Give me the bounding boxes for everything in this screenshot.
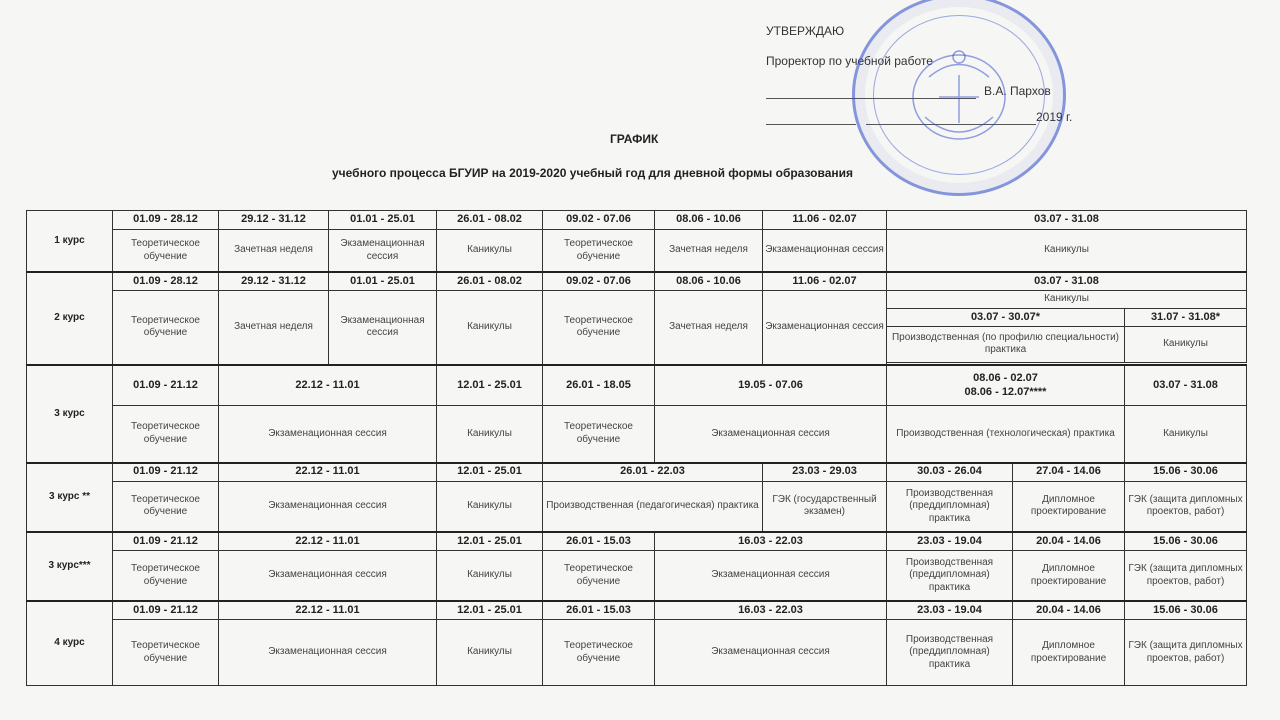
date-cell: 15.06 - 30.06 bbox=[1125, 463, 1247, 481]
activity-cell: Теоретическое обучение bbox=[113, 481, 219, 532]
activity-cell: Экзаменационная сессия bbox=[655, 550, 887, 601]
date-cell: 23.03 - 29.03 bbox=[763, 463, 887, 481]
date-cell: 12.01 - 25.01 bbox=[437, 365, 543, 405]
approval-title: УТВЕРЖДАЮ bbox=[766, 24, 845, 38]
date-line: 08.06 - 12.07**** bbox=[964, 385, 1047, 398]
activity-cell: Экзаменационная сессия bbox=[655, 405, 887, 462]
activity-cell: Зачетная неделя bbox=[655, 290, 763, 365]
date-cell: 11.06 - 02.07 bbox=[763, 211, 887, 230]
date-cell: 22.12 - 11.01 bbox=[219, 365, 437, 405]
date-cell: 16.03 - 22.03 bbox=[655, 532, 887, 550]
date-cell: 22.12 - 11.01 bbox=[219, 463, 437, 481]
activity-cell: Теоретическое обучение bbox=[543, 405, 655, 462]
date-cell: 12.01 - 25.01 bbox=[437, 463, 543, 481]
activity-cell: Каникулы bbox=[437, 481, 543, 532]
activity-cell: Теоретическое обучение bbox=[543, 290, 655, 365]
date-cell: 03.07 - 31.08 bbox=[887, 272, 1247, 290]
date-cell: 01.09 - 21.12 bbox=[113, 463, 219, 481]
date-cell: 30.03 - 26.04 bbox=[887, 463, 1013, 481]
date-cell: 03.07 - 31.08 bbox=[887, 211, 1247, 230]
date-cell: 16.03 - 22.03 bbox=[655, 601, 887, 619]
date-cell: 03.07 - 31.08 bbox=[1125, 365, 1247, 405]
official-seal-icon bbox=[852, 0, 1066, 196]
activity-cell: Зачетная неделя bbox=[655, 230, 763, 272]
activity-cell: Производственная (преддипломная) практика bbox=[887, 550, 1013, 601]
date-cell: 11.06 - 02.07 bbox=[763, 272, 887, 290]
activity-cell: Экзаменационная сессия bbox=[763, 230, 887, 272]
date-cell: 01.09 - 21.12 bbox=[113, 532, 219, 550]
activity-cell: Дипломное проектирование bbox=[1013, 620, 1125, 686]
activity-cell: Теоретическое обучение bbox=[543, 230, 655, 272]
date-cell: 15.06 - 30.06 bbox=[1125, 601, 1247, 619]
activity-cell: Производственная (технологическая) практика bbox=[887, 405, 1125, 462]
activity-cell: Зачетная неделя bbox=[219, 230, 329, 272]
activity-cell: Экзаменационная сессия bbox=[655, 620, 887, 686]
date-cell: 12.01 - 25.01 bbox=[437, 601, 543, 619]
activity-cell: Экзаменационная сессия bbox=[219, 620, 437, 686]
course-label: 3 курс bbox=[27, 365, 113, 463]
date-cell: 09.02 - 07.06 bbox=[543, 211, 655, 230]
activity-cell: Теоретическое обучение bbox=[113, 620, 219, 686]
activity-cell: Каникулы bbox=[437, 290, 543, 365]
date-line-day bbox=[766, 124, 856, 125]
date-cell: 23.03 - 19.04 bbox=[887, 601, 1013, 619]
date-cell: 12.01 - 25.01 bbox=[437, 532, 543, 550]
date-cell: 26.01 - 15.03 bbox=[543, 532, 655, 550]
course-label: 4 курс bbox=[27, 601, 113, 685]
date-cell: 19.05 - 07.06 bbox=[655, 365, 887, 405]
activity-cell: Каникулы bbox=[437, 550, 543, 601]
activity-cell: Каникулы bbox=[437, 620, 543, 686]
activity-cell: Экзаменационная сессия bbox=[763, 290, 887, 365]
date-cell: 22.12 - 11.01 bbox=[219, 601, 437, 619]
course-label: 3 курс*** bbox=[27, 532, 113, 601]
activity-cell: Каникулы bbox=[1125, 405, 1247, 462]
date-cell: 09.02 - 07.06 bbox=[543, 272, 655, 290]
activity-cell: Теоретическое обучение bbox=[113, 405, 219, 462]
activity-cell: Каникулы bbox=[887, 230, 1247, 272]
date-cell: 26.01 - 22.03 bbox=[543, 463, 763, 481]
activity-cell: Производственная (педагогическая) практика bbox=[543, 481, 763, 532]
date-cell: 01.01 - 25.01 bbox=[329, 211, 437, 230]
activity-cell: Теоретическое обучение bbox=[113, 290, 219, 365]
approval-position: Проректор по учебной работе bbox=[766, 54, 933, 68]
activity-cell: Теоретическое обучение bbox=[113, 550, 219, 601]
activity-cell: ГЭК (государственный экзамен) bbox=[763, 481, 887, 532]
date-cell: 27.04 - 14.06 bbox=[1013, 463, 1125, 481]
activity-cell: Дипломное проектирование bbox=[1013, 550, 1125, 601]
course-label: 2 курс bbox=[27, 272, 113, 365]
approval-name: В.А. Пархов bbox=[984, 84, 1051, 98]
activity-cell: ГЭК (защита дипломных проектов, работ) bbox=[1125, 481, 1247, 532]
date-cell: 31.07 - 31.08* bbox=[1125, 308, 1247, 326]
date-cell: 29.12 - 31.12 bbox=[219, 211, 329, 230]
date-cell: 20.04 - 14.06 bbox=[1013, 601, 1125, 619]
date-line: 08.06 - 02.07 bbox=[973, 371, 1038, 384]
activity-cell: Каникулы bbox=[437, 405, 543, 462]
date-cell: 08.06 - 10.06 bbox=[655, 211, 763, 230]
date-cell: 03.07 - 30.07* bbox=[887, 308, 1125, 326]
activity-cell: Теоретическое обучение bbox=[543, 620, 655, 686]
course-label: 1 курс bbox=[27, 211, 113, 273]
date-cell: 26.01 - 18.05 bbox=[543, 365, 655, 405]
date-cell: 15.06 - 30.06 bbox=[1125, 532, 1247, 550]
document-subtitle: учебного процесса БГУИР на 2019-2020 учебный год для дневной формы образования bbox=[332, 166, 854, 180]
activity-cell: Экзаменационная сессия bbox=[329, 290, 437, 365]
course-label: 3 курс ** bbox=[27, 463, 113, 532]
date-cell: 26.01 - 08.02 bbox=[437, 272, 543, 290]
date-cell: 01.09 - 28.12 bbox=[113, 272, 219, 290]
activity-cell: Экзаменационная сессия bbox=[219, 405, 437, 462]
date-cell: 01.09 - 21.12 bbox=[113, 365, 219, 405]
activity-cell: Производственная (преддипломная) практика bbox=[887, 620, 1013, 686]
date-cell: 26.01 - 08.02 bbox=[437, 211, 543, 230]
date-cell: 22.12 - 11.01 bbox=[219, 532, 437, 550]
activity-cell: Экзаменационная сессия bbox=[219, 481, 437, 532]
activity-cell: Экзаменационная сессия bbox=[219, 550, 437, 601]
activity-cell: Теоретическое обучение bbox=[113, 230, 219, 272]
activity-cell: Производственная (по профилю специальности) практика bbox=[887, 326, 1125, 362]
activity-cell: Каникулы bbox=[1125, 326, 1247, 362]
approval-year: 2019 г. bbox=[1036, 110, 1073, 124]
date-cell: 01.09 - 21.12 bbox=[113, 601, 219, 619]
date-cell: 26.01 - 15.03 bbox=[543, 601, 655, 619]
activity-cell: Зачетная неделя bbox=[219, 290, 329, 365]
date-cell: 08.06 - 10.06 bbox=[655, 272, 763, 290]
activity-cell: Производственная (преддипломная) практика bbox=[887, 481, 1013, 532]
activity-cell: Теоретическое обучение bbox=[543, 550, 655, 601]
activity-cell: Каникулы bbox=[887, 290, 1247, 308]
date-cell: 29.12 - 31.12 bbox=[219, 272, 329, 290]
schedule-table bbox=[26, 210, 1247, 686]
date-cell: 01.01 - 25.01 bbox=[329, 272, 437, 290]
activity-cell: Дипломное проектирование bbox=[1013, 481, 1125, 532]
document-title: ГРАФИК bbox=[610, 132, 659, 146]
date-cell bbox=[887, 365, 1125, 405]
activity-cell: ГЭК (защита дипломных проектов, работ) bbox=[1125, 620, 1247, 686]
activity-cell: Каникулы bbox=[437, 230, 543, 272]
activity-cell: Экзаменационная сессия bbox=[329, 230, 437, 272]
date-cell: 20.04 - 14.06 bbox=[1013, 532, 1125, 550]
date-cell: 23.03 - 19.04 bbox=[887, 532, 1013, 550]
date-cell: 01.09 - 28.12 bbox=[113, 211, 219, 230]
activity-cell: ГЭК (защита дипломных проектов, работ) bbox=[1125, 550, 1247, 601]
